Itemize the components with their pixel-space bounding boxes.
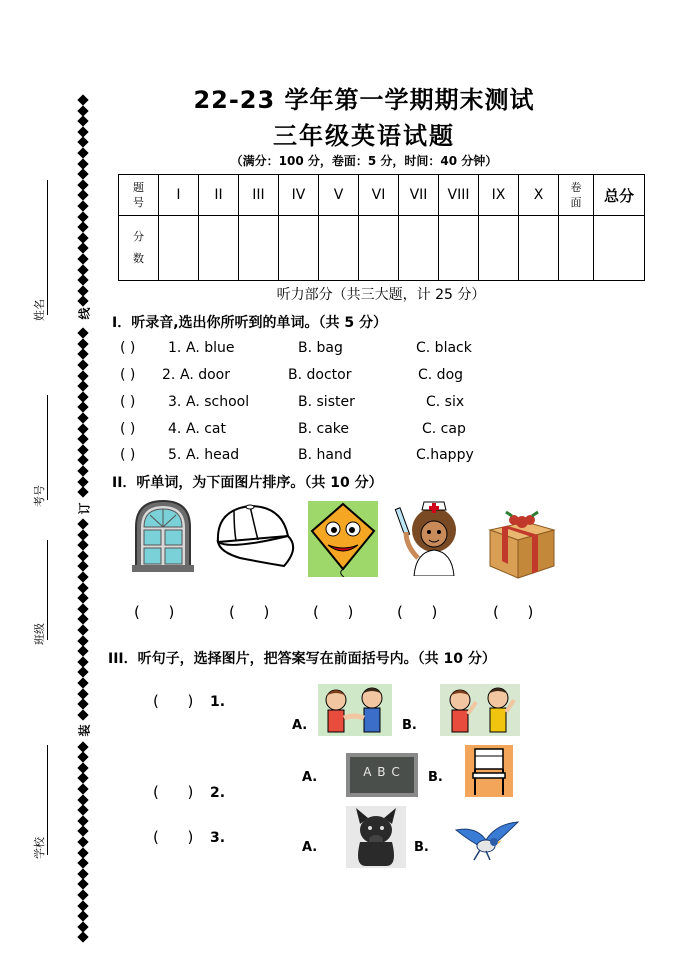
school-underline bbox=[47, 745, 48, 855]
diamond-mark bbox=[77, 487, 88, 498]
item-number: 2. bbox=[210, 785, 226, 801]
diamond-mark bbox=[77, 200, 88, 211]
diamond-mark bbox=[77, 465, 88, 476]
diamond-mark bbox=[77, 275, 88, 286]
diamond-mark bbox=[77, 434, 88, 445]
diamond-mark bbox=[77, 412, 88, 423]
col-header: I bbox=[159, 175, 199, 216]
waving-picture bbox=[440, 684, 520, 736]
score-cell[interactable] bbox=[319, 216, 359, 281]
diamond-mark bbox=[77, 836, 88, 847]
class-underline bbox=[47, 540, 48, 640]
option-a: A. blue bbox=[186, 340, 235, 356]
option-b: B. sister bbox=[298, 394, 355, 410]
option-b: B. doctor bbox=[288, 367, 352, 383]
chair-picture bbox=[465, 745, 513, 797]
option-a-label: A. bbox=[302, 840, 318, 855]
diamond-mark bbox=[77, 858, 88, 869]
question-no-label: 题号 bbox=[133, 181, 144, 209]
row-header-score bbox=[119, 216, 159, 281]
option-c: C. black bbox=[416, 340, 472, 356]
col-header: VI bbox=[359, 175, 399, 216]
diamond-mark bbox=[77, 571, 88, 582]
option-b: B. hand bbox=[298, 447, 352, 463]
answer-paren[interactable]: ( ) bbox=[153, 783, 194, 801]
diamond-mark bbox=[77, 518, 88, 529]
answer-paren[interactable]: ( ) bbox=[153, 828, 194, 846]
part2-title: II．听单词，为下面图片排序。（共 10 分） bbox=[112, 475, 383, 491]
gift-picture bbox=[482, 508, 560, 580]
col-header: VIII bbox=[439, 175, 479, 216]
diamond-mark bbox=[77, 805, 88, 816]
option-a: A. school bbox=[186, 394, 250, 410]
total-header: 总分 bbox=[594, 175, 645, 216]
answer-paren[interactable]: ( ) bbox=[120, 421, 136, 437]
class-label: 班级 bbox=[33, 623, 46, 645]
col-header: IV bbox=[279, 175, 319, 216]
score-cell[interactable] bbox=[199, 216, 239, 281]
order-blank[interactable]: ( ) bbox=[493, 603, 534, 621]
col-header: X bbox=[519, 175, 559, 216]
question-number: 2. bbox=[162, 367, 176, 383]
dog-picture bbox=[346, 806, 406, 868]
window-picture bbox=[130, 497, 196, 573]
diamond-mark bbox=[77, 911, 88, 922]
diamond-mark bbox=[77, 593, 88, 604]
diamond-mark bbox=[77, 296, 88, 307]
diamond-mark bbox=[77, 624, 88, 635]
col-header: V bbox=[319, 175, 359, 216]
diamond-mark bbox=[77, 381, 88, 392]
name-label: 姓名 bbox=[33, 299, 46, 321]
diamond-mark bbox=[77, 699, 88, 710]
answer-paren[interactable]: ( ) bbox=[120, 394, 136, 410]
binding-mark-staple: 订 bbox=[77, 502, 92, 515]
diamond-mark bbox=[77, 889, 88, 900]
cap-picture bbox=[210, 500, 302, 572]
question-number: 5. bbox=[168, 447, 182, 463]
option-a: A. door bbox=[180, 367, 231, 383]
option-c: C. cap bbox=[422, 421, 466, 437]
option-b: B. bag bbox=[298, 340, 343, 356]
score-cell[interactable] bbox=[519, 216, 559, 281]
col-header: III bbox=[239, 175, 279, 216]
binding-mark-line: 线 bbox=[77, 307, 92, 320]
blackboard-text: A B C bbox=[363, 765, 401, 779]
neatness-header bbox=[559, 175, 594, 216]
score-cell[interactable] bbox=[359, 216, 399, 281]
exam-title: 22-23 学年第一学期期末测试 bbox=[193, 86, 535, 114]
binding-mark-bind: 装 bbox=[77, 724, 92, 737]
col-header: II bbox=[199, 175, 239, 216]
kite-picture bbox=[308, 501, 378, 577]
option-a: A. head bbox=[186, 447, 240, 463]
bird-picture bbox=[452, 816, 522, 864]
name-underline bbox=[47, 180, 48, 315]
diamond-mark bbox=[77, 359, 88, 370]
item-number: 1. bbox=[210, 694, 226, 710]
answer-paren[interactable]: ( ) bbox=[120, 447, 136, 463]
question-number: 4. bbox=[168, 421, 182, 437]
option-a-label: A. bbox=[302, 770, 318, 785]
diamond-mark bbox=[77, 169, 88, 180]
row-header-question-no bbox=[119, 175, 159, 216]
diamond-mark bbox=[77, 783, 88, 794]
score-cell[interactable] bbox=[279, 216, 319, 281]
col-header: VII bbox=[399, 175, 439, 216]
diamond-mark bbox=[77, 677, 88, 688]
exam-no-underline bbox=[47, 395, 48, 500]
order-blank[interactable]: ( ) bbox=[313, 603, 354, 621]
exam-subject-title: 三年级英语试题 bbox=[273, 122, 455, 150]
score-cell[interactable] bbox=[159, 216, 199, 281]
diamond-mark bbox=[77, 540, 88, 551]
school-label: 学校 bbox=[33, 837, 46, 859]
option-c: C.happy bbox=[416, 447, 474, 463]
answer-paren[interactable]: ( ) bbox=[120, 340, 136, 356]
exam-no-label: 考号 bbox=[33, 485, 46, 507]
item-number: 3. bbox=[210, 830, 226, 846]
part3-title: III．听句子，选择图片，把答案写在前面括号内。（共 10 分） bbox=[108, 651, 496, 667]
question-number: 3. bbox=[168, 394, 182, 410]
diamond-mark bbox=[77, 752, 88, 763]
order-blank[interactable]: ( ) bbox=[397, 603, 438, 621]
neatness-label: 卷面 bbox=[570, 181, 582, 209]
diamond-mark bbox=[77, 932, 88, 943]
option-b-label: B. bbox=[428, 770, 443, 785]
option-c: C. dog bbox=[418, 367, 464, 383]
nurse-picture bbox=[392, 500, 466, 576]
score-cell[interactable] bbox=[399, 216, 439, 281]
score-cell[interactable] bbox=[479, 216, 519, 281]
score-cell[interactable] bbox=[239, 216, 279, 281]
option-b: B. cake bbox=[298, 421, 350, 437]
order-blank[interactable]: ( ) bbox=[229, 603, 270, 621]
score-cell[interactable] bbox=[439, 216, 479, 281]
part1-title: I．听录音,选出你所听到的单词。（共 5 分） bbox=[112, 315, 388, 331]
option-c: C. six bbox=[426, 394, 465, 410]
answer-paren[interactable]: ( ) bbox=[153, 692, 194, 710]
handshake-picture bbox=[318, 684, 392, 736]
diamond-mark bbox=[77, 222, 88, 233]
score-cell[interactable] bbox=[594, 216, 645, 281]
option-b-label: B. bbox=[414, 840, 429, 855]
option-a-label: A. bbox=[292, 718, 308, 733]
exam-info: （满分：100 分，卷面：5 分，时间：40 分钟） bbox=[230, 154, 498, 168]
diamond-mark bbox=[77, 253, 88, 264]
diamond-mark bbox=[77, 709, 88, 720]
score-label: 分数 bbox=[133, 230, 144, 265]
option-b-label: B. bbox=[402, 718, 417, 733]
score-table bbox=[118, 174, 645, 281]
score-cell[interactable] bbox=[559, 216, 594, 281]
question-number: 1. bbox=[168, 340, 182, 356]
col-header: IX bbox=[479, 175, 519, 216]
listening-heading: 听力部分（共三大题，计 25 分） bbox=[276, 287, 486, 303]
diamond-mark bbox=[77, 646, 88, 657]
answer-paren[interactable]: ( ) bbox=[120, 367, 136, 383]
option-a: A. cat bbox=[186, 421, 226, 437]
diamond-mark bbox=[77, 328, 88, 339]
order-blank[interactable]: ( ) bbox=[134, 603, 175, 621]
